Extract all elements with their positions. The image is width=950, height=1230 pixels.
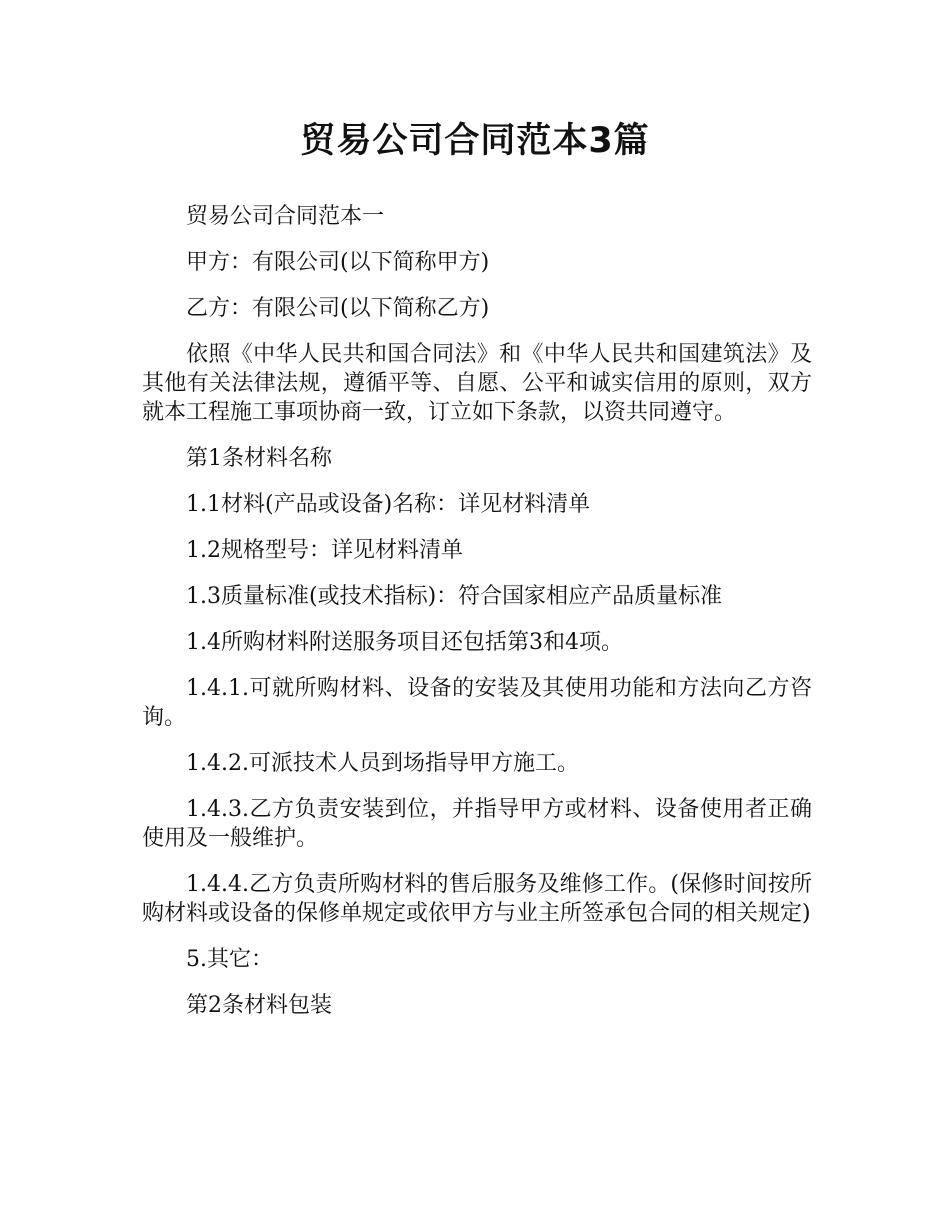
document-title: 贸易公司合同范本3篇 — [300, 121, 650, 161]
paragraph-clause-1-4-3: 1.4.3.乙方负责安装到位，并指导甲方或材料、设备使用者正确使用及一般维护。 — [142, 797, 812, 851]
paragraph-clause-1-3: 1.3质量标准(或技术指标)：符合国家相应产品质量标准 — [186, 584, 723, 609]
paragraph-article-2-heading: 第2条材料包装 — [186, 993, 332, 1018]
paragraph-party-b: 乙方：有限公司(以下简称乙方) — [186, 296, 490, 321]
paragraph-clause-1-1: 1.1材料(产品或设备)名称：详见材料清单 — [186, 492, 591, 517]
paragraph-clause-1-4-4: 1.4.4.乙方负责所购材料的售后服务及维修工作。(保修时间按所购材料或设备的保修单规定或依甲方与业主所签承包合同的相关规定) — [142, 872, 812, 926]
paragraph-article-1-heading: 第1条材料名称 — [186, 446, 332, 471]
paragraph-clause-5-other: 5.其它： — [186, 947, 273, 972]
paragraph-clause-1-4-1: 1.4.1.可就所购材料、设备的安装及其使用功能和方法向乙方咨询。 — [142, 676, 812, 730]
paragraph-party-a: 甲方：有限公司(以下简称甲方) — [186, 250, 490, 275]
paragraph-contract-heading: 贸易公司合同范本一 — [186, 204, 385, 229]
paragraph-preamble: 依照《中华人民共和国合同法》和《中华人民共和国建筑法》及其他有关法律法规，遵循平等、自愿、公平和诚实信用的原则，双方就本工程施工事项协商一致，订立如下条款，以资共同遵守。 — [142, 342, 812, 425]
document-body — [142, 202, 812, 1037]
paragraph-clause-1-4: 1.4所购材料附送服务项目还包括第3和4项。 — [186, 630, 623, 655]
paragraph-clause-1-2: 1.2规格型号：详见材料清单 — [186, 538, 463, 563]
paragraph-clause-1-4-2: 1.4.2.可派技术人员到场指导甲方施工。 — [186, 751, 579, 776]
